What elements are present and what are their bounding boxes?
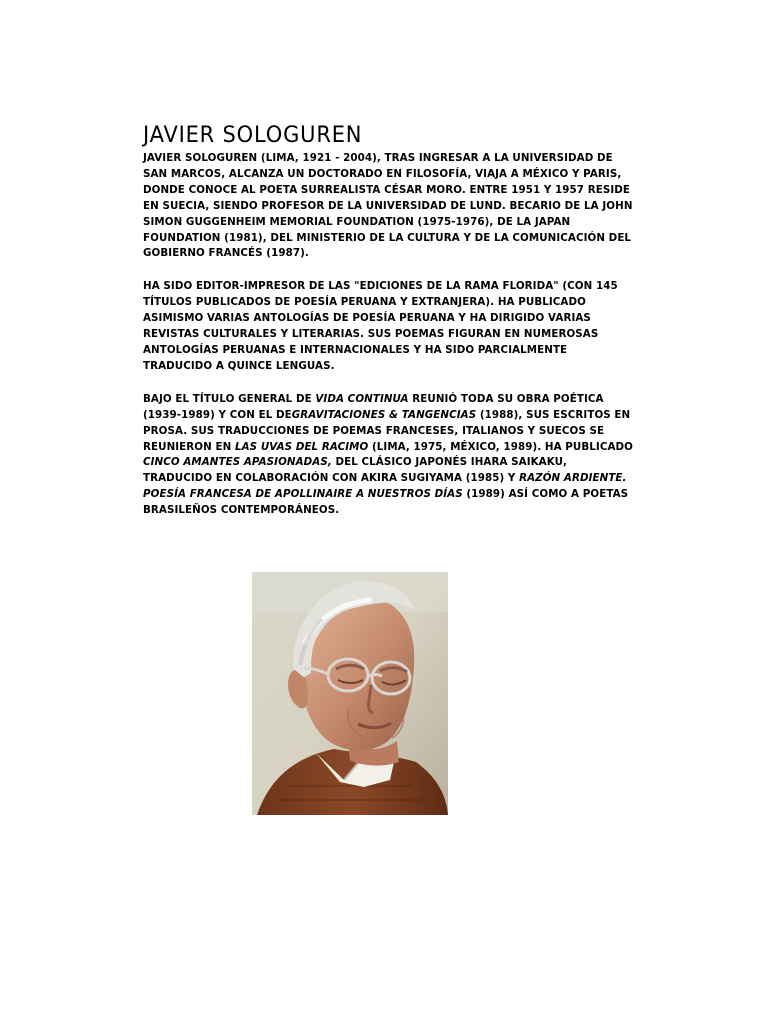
paragraph-3-text-1: BAJO EL TÍTULO GENERAL DE [143,392,316,405]
paragraph-3-text-6: (1989) ASÍ COMO A POETAS BRASILEÑOS CONTEMPORÁNEOS. [143,488,629,517]
biography-paragraph-3 [143,392,633,519]
portrait-photo-icon [252,572,448,815]
book-title-vida-continua: VIDA CONTINUA [315,392,409,405]
author-photo [252,572,448,815]
book-title-cinco-amantes: CINCO AMANTES APASIONADAS, [143,456,332,469]
biography-paragraph-2: HA SIDO EDITOR-IMPRESOR DE LAS "EDICIONES DE LA RAMA FLORIDA" (CON 145 TÍTULOS PUBLICADOS DE POESÍA PERUANA Y EXTRANJERA). HA PUBLICADO ASIMISMO VARIAS ANTOLOGÍAS DE POESÍA PERUANA Y HA DIRIGIDO VARIAS REVISTAS CULTURALES Y LITERARIAS. SUS POEMAS FIGURAN EN NUMEROSAS ANTOLOGÍAS PERUANAS E INTERNACIONALES Y HA SIDO PARCIALMENTE TRADUCIDO A QUINCE LENGUAS. [143,280,618,372]
book-title-uvas-racimo: LAS UVAS DEL RACIMO [234,440,369,453]
page-title: JAVIER SOLOGUREN [143,122,363,148]
biography-paragraph-1: JAVIER SOLOGUREN (LIMA, 1921 - 2004), TRAS INGRESAR A LA UNIVERSIDAD DE SAN MARCOS, ALCANZA UN DOCTORADO EN FILOSOFÍA, VIAJA A MÉXICO Y PARIS, DONDE CONOCE AL POETA SURREALISTA CÉSAR MORO. ENTRE 1951 Y 1957 RESIDE EN SUECIA, SIENDO PROFESOR DE LA UNIVERSIDAD DE LUND. BECARIO DE LA JOHN SIMON GUGGENHEIM MEMORIAL FOUNDATION (1975-1976), DE LA JAPAN FOUNDATION (1981), DEL MINISTERIO DE LA CULTURA Y DE LA COMUNICACIÓN DEL GOBIERNO FRANCÉS (1987). [143,152,633,260]
book-title-gravitaciones: GRAVITACIONES & TANGENCIAS [291,408,477,421]
paragraph-3-text-4: (LIMA, 1975, MÉXICO, 1989). HA PUBLICADO [368,440,633,453]
paragraph-3-text-2: REUNIÓ TODA SU OBRA POÉTICA (1939-1989) Y CON EL DE [143,392,604,421]
paragraph-3-text-5: DEL CLÁSICO JAPONÉS IHARA SAIKAKU, TRADUCIDO EN COLABORACIÓN CON AKIRA SUGIYAMA (1985) Y [143,456,568,485]
paragraph-3-text-3: (1988), SUS ESCRITOS EN PROSA. SUS TRADUCCIONES DE POEMAS FRANCESES, ITALIANOS Y SUECOS SE REUNIERON EN [143,408,631,453]
book-title-razon-ardiente: RAZÓN ARDIENTE. POESÍA FRANCESA DE APOLLINAIRE A NUESTROS DÍAS [143,472,627,501]
article-body [143,122,633,519]
